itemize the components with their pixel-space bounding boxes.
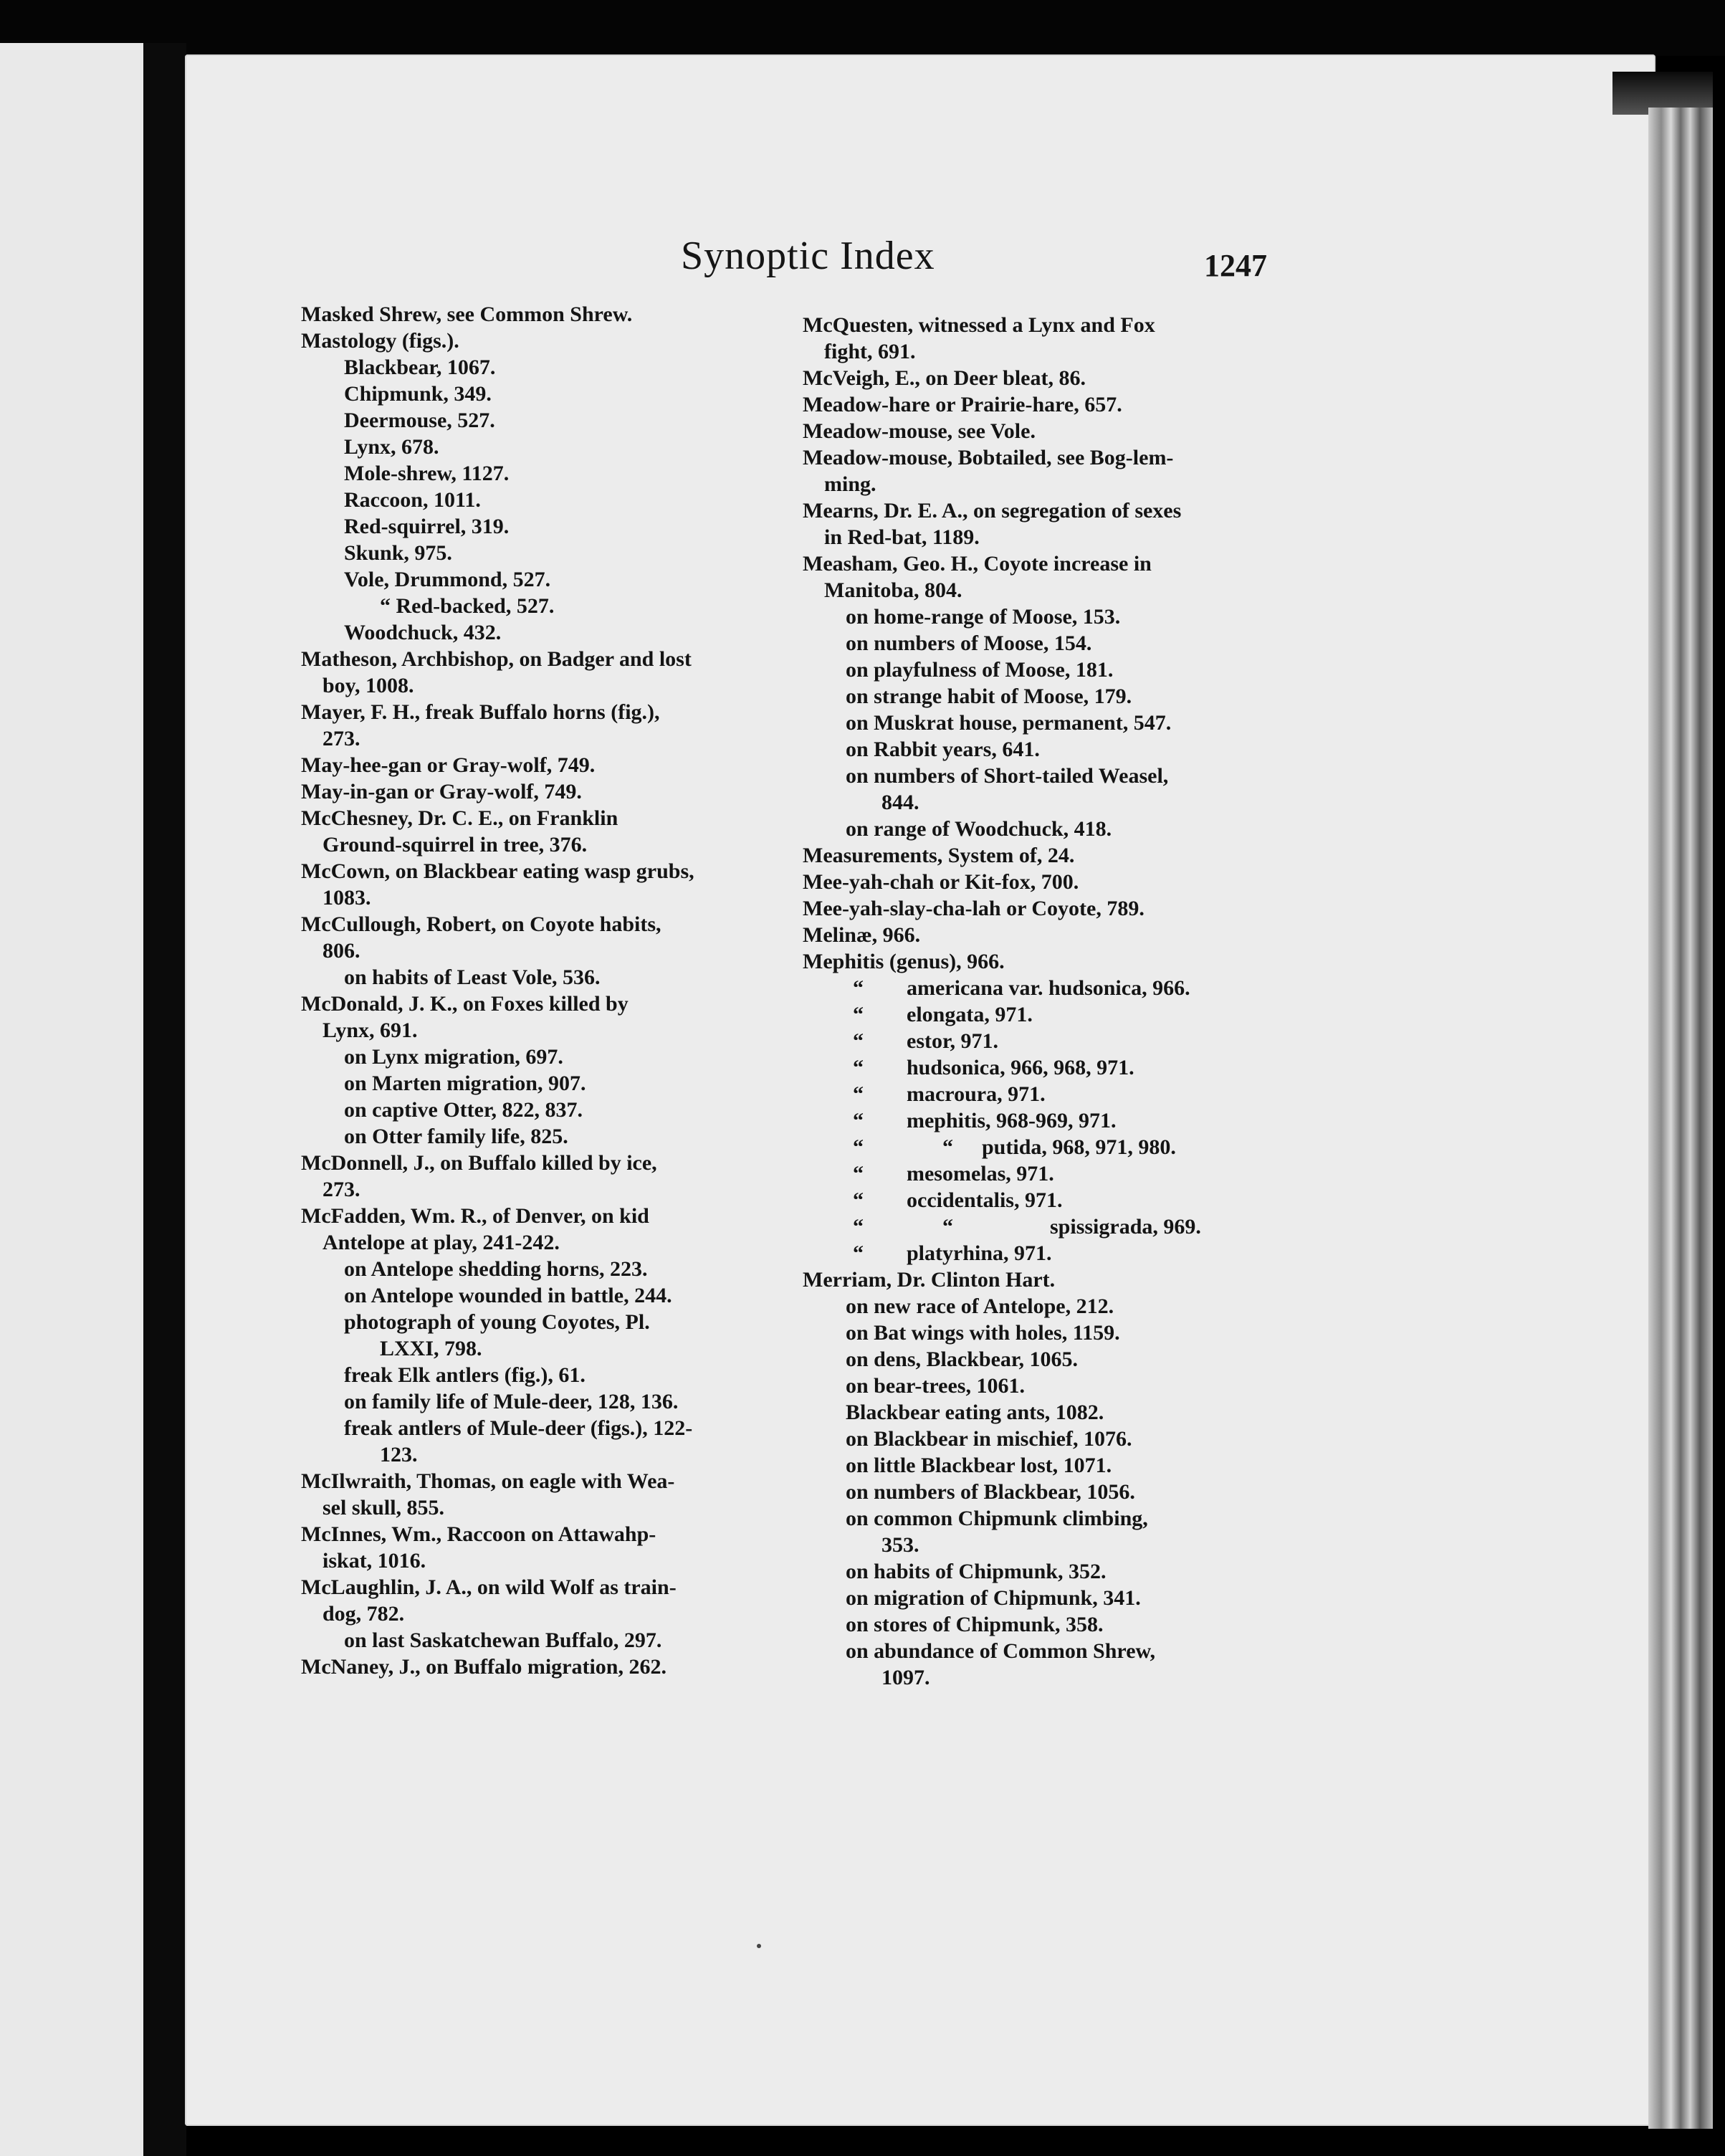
index-entry: McVeigh, E., on Deer bleat, 86. xyxy=(803,366,1086,390)
index-subentry: on playfulness of Moose, 181. xyxy=(846,658,1114,682)
index-subentry: on Bat wings with holes, 1159. xyxy=(846,1321,1120,1345)
index-entry: Merriam, Dr. Clinton Hart. xyxy=(803,1268,1056,1292)
ditto-mark: “ xyxy=(853,1003,864,1026)
index-subentry: on family life of Mule-deer, 128, 136. xyxy=(344,1390,679,1413)
index-entry: McCullough, Robert, on Coyote habits, xyxy=(301,912,661,936)
index-entry: McNaney, J., on Buffalo migration, 262. xyxy=(301,1655,666,1679)
index-entry: McDonald, J. K., on Foxes killed by xyxy=(301,992,629,1016)
index-entry: Mee-yah-slay-cha-lah or Coyote, 789. xyxy=(803,897,1145,920)
index-subentry: Red-squirrel, 319. xyxy=(344,515,510,538)
index-entry: Measham, Geo. H., Coyote increase in xyxy=(803,552,1152,576)
index-subentry: on numbers of Blackbear, 1056. xyxy=(846,1480,1135,1504)
index-entry: McCown, on Blackbear eating wasp grubs, xyxy=(301,859,694,883)
index-subentry: Manitoba, 804. xyxy=(824,578,962,602)
index-subentry: on migration of Chipmunk, 341. xyxy=(846,1586,1141,1610)
index-subentry xyxy=(803,1213,1261,1240)
index-subentry xyxy=(803,975,1261,1001)
ditto-mark: “ xyxy=(853,1241,864,1265)
index-entry: Meadow-mouse, Bobtailed, see Bog-lem- xyxy=(803,446,1174,469)
index-subentry: on bear-trees, 1061. xyxy=(846,1374,1025,1398)
index-subentry: on habits of Chipmunk, 352. xyxy=(846,1560,1107,1583)
ditto-mark: “ xyxy=(853,1029,864,1053)
index-subentry: LXXI, 798. xyxy=(380,1337,482,1360)
index-subentry: boy, 1008. xyxy=(322,674,414,697)
species-name: occidentalis, 971. xyxy=(907,1188,1063,1212)
index-subentry: on strange habit of Moose, 179. xyxy=(846,685,1132,708)
index-subentry: iskat, 1016. xyxy=(322,1549,426,1573)
species-name: mephitis, 968-969, 971. xyxy=(907,1109,1117,1132)
index-subentry: freak Elk antlers (fig.), 61. xyxy=(344,1363,586,1387)
index-subentry: 273. xyxy=(322,727,360,750)
index-subentry: 123. xyxy=(380,1443,418,1466)
index-entry: Mayer, F. H., freak Buffalo horns (fig.), xyxy=(301,700,660,724)
index-subentry: Skunk, 975. xyxy=(344,541,452,565)
index-subentry: in Red-bat, 1189. xyxy=(824,525,980,549)
index-subentry: on common Chipmunk climbing, xyxy=(846,1507,1148,1530)
index-subentry: on last Saskatchewan Buffalo, 297. xyxy=(344,1628,662,1652)
index-subentry: Lynx, 678. xyxy=(344,435,439,459)
index-subentry: 806. xyxy=(322,939,360,963)
index-subentry: on Antelope shedding horns, 223. xyxy=(344,1257,648,1281)
index-subentry: on numbers of Moose, 154. xyxy=(846,631,1092,655)
index-entry: McFadden, Wm. R., of Denver, on kid xyxy=(301,1204,649,1228)
index-subentry: Vole, Drummond, 527. xyxy=(344,568,551,591)
index-subentry: Deermouse, 527. xyxy=(344,409,495,432)
index-entry: McQuesten, witnessed a Lynx and Fox xyxy=(803,313,1155,337)
index-subentry: Blackbear, 1067. xyxy=(344,356,496,379)
index-subentry: ming. xyxy=(824,472,876,496)
index-subentry: 353. xyxy=(881,1533,919,1557)
index-subentry: Mole-shrew, 1127. xyxy=(344,462,510,485)
ditto-mark: “ xyxy=(853,1162,864,1186)
index-subentry: on new race of Antelope, 212. xyxy=(846,1294,1114,1318)
ditto-mark: “ xyxy=(942,1215,953,1239)
index-subentry xyxy=(803,1081,1261,1107)
index-subentry: on habits of Least Vole, 536. xyxy=(344,965,601,989)
index-subentry: on numbers of Short-tailed Weasel, xyxy=(846,764,1169,788)
species-name: macroura, 971. xyxy=(907,1082,1046,1106)
index-entry: Mephitis (genus), 966. xyxy=(803,950,1005,973)
index-entry: May-in-gan or Gray-wolf, 749. xyxy=(301,780,582,803)
index-subentry: Chipmunk, 349. xyxy=(344,382,492,406)
index-subentry: Blackbear eating ants, 1082. xyxy=(846,1401,1104,1424)
species-name: hudsonica, 966, 968, 971. xyxy=(907,1056,1134,1079)
index-subentry xyxy=(803,1134,1261,1160)
index-subentry: on Otter family life, 825. xyxy=(344,1125,568,1148)
index-entry: Measurements, System of, 24. xyxy=(803,844,1075,867)
index-subentry: Lynx, 691. xyxy=(322,1019,418,1042)
ditto-mark: “ xyxy=(853,1215,864,1239)
subspecies-name: putida, 968, 971, 980. xyxy=(982,1135,1176,1159)
ditto-mark: “ xyxy=(853,1082,864,1106)
index-subentry xyxy=(803,1187,1261,1213)
index-subentry: on Muskrat house, permanent, 547. xyxy=(846,711,1172,735)
ditto-mark: “ xyxy=(853,1188,864,1212)
scan-speck xyxy=(757,1944,761,1948)
left-index-column xyxy=(301,301,760,1680)
index-entry: McLaughlin, J. A., on wild Wolf as train- xyxy=(301,1575,677,1599)
species-name: platyrhina, 971. xyxy=(907,1241,1052,1265)
species-name: mesomelas, 971. xyxy=(907,1162,1054,1186)
index-entry: Mee-yah-chah or Kit-fox, 700. xyxy=(803,870,1079,894)
index-entry: Mastology (figs.). xyxy=(301,329,459,353)
index-subentry: on dens, Blackbear, 1065. xyxy=(846,1348,1078,1371)
ditto-mark: “ xyxy=(942,1135,953,1159)
index-entry: Masked Shrew, see Common Shrew. xyxy=(301,302,633,326)
page-number: 1247 xyxy=(1204,248,1267,283)
index-entry: McChesney, Dr. C. E., on Franklin xyxy=(301,806,618,830)
index-subentry: freak antlers of Mule-deer (figs.), 122- xyxy=(344,1416,693,1440)
index-subentry: on Marten migration, 907. xyxy=(344,1072,586,1095)
index-subentry xyxy=(803,1107,1261,1134)
index-subentry: on Blackbear in mischief, 1076. xyxy=(846,1427,1132,1451)
ditto-mark: “ xyxy=(853,1056,864,1079)
index-subentry: dog, 782. xyxy=(322,1602,405,1626)
page-stack-edge xyxy=(1648,108,1713,2129)
right-index-column xyxy=(803,312,1261,1691)
index-subentry: on Lynx migration, 697. xyxy=(344,1045,563,1069)
index-entry: Meadow-mouse, see Vole. xyxy=(803,419,1036,443)
index-subentry: sel skull, 855. xyxy=(322,1496,445,1520)
index-subentry: 273. xyxy=(322,1178,360,1201)
index-subentry: 844. xyxy=(881,791,919,814)
index-subentry: on Antelope wounded in battle, 244. xyxy=(344,1284,672,1307)
index-entry: Matheson, Archbishop, on Badger and lost xyxy=(301,647,692,671)
index-subentry: Ground-squirrel in tree, 376. xyxy=(322,833,588,857)
index-subentry: on stores of Chipmunk, 358. xyxy=(846,1613,1104,1636)
species-name: americana var. hudsonica, 966. xyxy=(907,976,1190,1000)
index-entry: Meadow-hare or Prairie-hare, 657. xyxy=(803,393,1122,416)
species-name: estor, 971. xyxy=(907,1029,999,1053)
index-entry: McIlwraith, Thomas, on eagle with Wea- xyxy=(301,1469,675,1493)
ditto-mark: “ xyxy=(853,1135,864,1159)
species-name: elongata, 971. xyxy=(907,1003,1033,1026)
index-subentry: on home-range of Moose, 153. xyxy=(846,605,1121,629)
index-entry: McInnes, Wm., Raccoon on Attawahp- xyxy=(301,1522,656,1546)
index-subentry: fight, 691. xyxy=(824,340,916,363)
index-subentry xyxy=(803,1054,1261,1081)
index-entry: Mearns, Dr. E. A., on segregation of sexes xyxy=(803,499,1182,523)
index-subentry xyxy=(803,1001,1261,1028)
index-subentry: on abundance of Common Shrew, xyxy=(846,1639,1156,1663)
subspecies-name: spissigrada, 969. xyxy=(1050,1215,1201,1239)
scan-top-border xyxy=(0,0,1725,56)
index-subentry xyxy=(803,1160,1261,1187)
index-subentry xyxy=(803,1240,1261,1267)
index-entry: Melinæ, 966. xyxy=(803,923,921,947)
index-subentry: photograph of young Coyotes, Pl. xyxy=(344,1310,650,1334)
index-subentry: “ Red-backed, 527. xyxy=(380,594,555,618)
facing-page-edge xyxy=(0,43,143,2156)
index-subentry: on little Blackbear lost, 1071. xyxy=(846,1454,1112,1477)
index-subentry: 1097. xyxy=(881,1666,930,1689)
index-entry: McDonnell, J., on Buffalo killed by ice, xyxy=(301,1151,657,1175)
index-subentry: on range of Woodchuck, 418. xyxy=(846,817,1112,841)
index-subentry: on captive Otter, 822, 837. xyxy=(344,1098,583,1122)
index-entry: May-hee-gan or Gray-wolf, 749. xyxy=(301,753,596,777)
index-subentry: Woodchuck, 432. xyxy=(344,621,502,644)
index-subentry: Raccoon, 1011. xyxy=(344,488,481,512)
book-gutter xyxy=(143,43,186,2156)
index-subentry: 1083. xyxy=(322,886,371,910)
ditto-mark: “ xyxy=(853,1109,864,1132)
index-subentry: on Rabbit years, 641. xyxy=(846,738,1040,761)
index-subentry xyxy=(803,1028,1261,1054)
ditto-mark: “ xyxy=(853,976,864,1000)
index-subentry: Antelope at play, 241-242. xyxy=(322,1231,560,1254)
running-head: Synoptic Index xyxy=(681,234,935,278)
